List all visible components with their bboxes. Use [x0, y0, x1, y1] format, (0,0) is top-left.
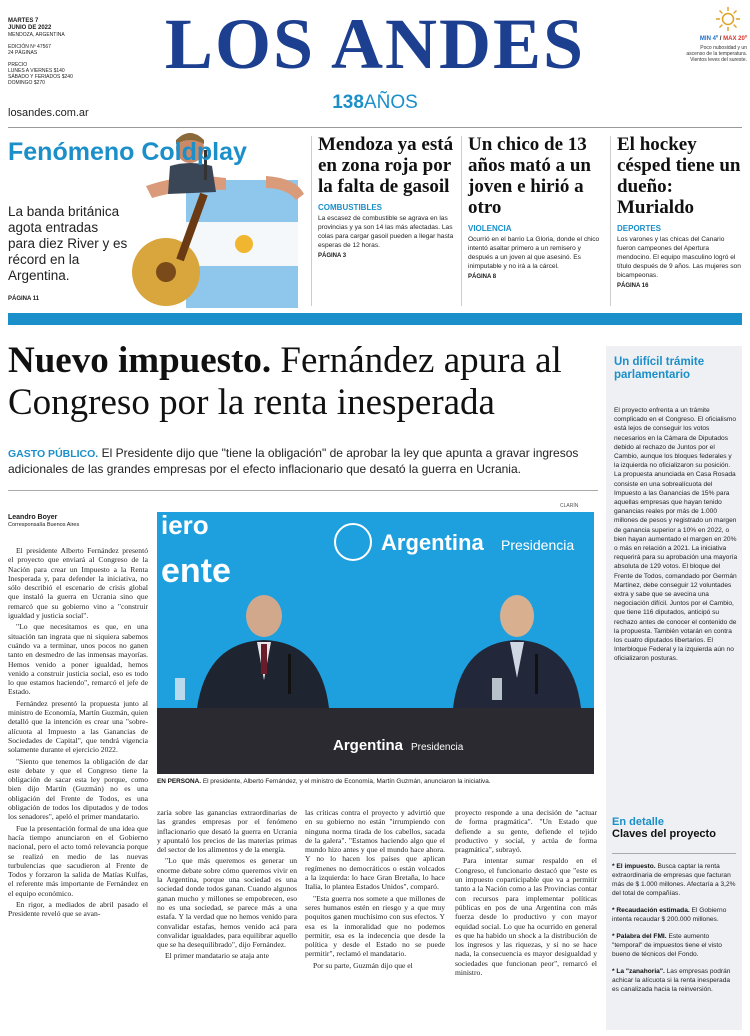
story-kicker: VIOLENCIA [468, 224, 512, 233]
paragraph: Para intentar sumar respaldo en el Congreso, el funcionario destacó que "este es un impuesto coparticipable que va a permitir tanto a la Nación como a las Provincias contar con recursos para implementar políticas públicas en pos de una Argentina con más fuerza desde lo productivo y con mayor equidad social. Lo que ha ocurrido en general es que ha habido un shock a la distribución de los ingresos y las riquezas, y si no se hace nada, la consecuencia es mayor desigualdad y sociedades que funcionan peor", remarcó el ministro. [455, 856, 597, 978]
paragraph: "Lo que más queremos es generar un enorme debate sobre cómo queremos vivir en la Argentina, porque una sociedad es una sociedad donde todos ganan. Cuando algunos ganan mucho y millones se empobrecen, eso no es una sociedad, se parece más a una estafa. Y la verdad que no hemos venido para convalidar estafas, hemos venido acá para convalidar igualdades, para equilibrar aquello que se ha desequilibrado", dijo Fernández. [157, 856, 297, 950]
key-point-text: Este aumento "temporal" de impuestos tiene el visto bueno de técnicos del Fondo. [612, 933, 722, 958]
main-photo [157, 512, 594, 774]
newspaper-logo: LOS ANDES [164, 4, 586, 84]
article-column-1 [8, 546, 148, 921]
paragraph: Fernández presentó la propuesta junto al ministro de Economía, Martín Guzmán, quien detalló que la intención es crear una "sobre-alícuota al Impuesto a las Ganancias de Sociedades de Capital", que tendrá vigencia solamente durante el ejercicio 2022. [8, 698, 148, 755]
column-divider [311, 136, 312, 306]
pages-count: 24 PÁGINAS [8, 50, 38, 56]
date-day: MARTES 7 [8, 18, 39, 24]
story-kicker: DEPORTES [617, 224, 662, 233]
banner-presidencia: Presidencia [501, 537, 575, 553]
price-weekday: LUNES A VIERNES $140 [8, 68, 65, 74]
paragraph: Fue la presentación formal de una idea que hacía tiempo anunciaron en el Gobierno nacional, pero el acto tomó relevancia porque se realizó en medio de las nuevas turbulencias que sacudieron al Frente de Todos y forzaron la salida de Matías Kulfas, el referente más importante de Fernández en el equipo económico. [8, 823, 148, 898]
paragraph: El primer mandatario se ataja ante [165, 951, 269, 961]
banner-left-text-2: ente [161, 552, 231, 590]
weather-box [685, 6, 747, 63]
banner-left-text-1: iero [161, 512, 209, 540]
paragraph: las críticas contra el proyecto y advirtió que en su gobierno no están "irrumpiendo con ninguna norma tirada de los cabellos, sacada de la galera". "Estamos haciendo algo que el mundo hizo antes y que el mundo hace ahora. Y no lo hacen los países que aplican regímenes no democráticos o están volcados a la izquierda: lo hace Gran Bretaña, lo hace Italia, lo planteа Estados Unidos", comparó. [305, 808, 445, 892]
story-headline: El hockey césped tiene un dueño: Murialdo [617, 134, 741, 218]
anniversary-word: AÑOS [363, 92, 418, 113]
story-violence[interactable] [468, 134, 606, 280]
sidebar [606, 346, 742, 1030]
key-point-label: * Recaudación estimada. [612, 907, 690, 914]
temp-min: MIN 4º [699, 36, 719, 42]
paragraph: zaría sobre las ganancias extraordinarias de las grandes empresas por el fenómeno inflacionario que desató la guerra en Ucrania y apuntaló los precios de las materias primas del sector de los alimentos y de la energía. [157, 808, 297, 855]
paragraph: Por su parte, Guzmán dijo que el [313, 960, 413, 970]
paragraph: El presidente Alberto Fernández presentó el proyecto que enviará al Congreso de la Nación para crear un Impuesto a la Renta Inesperada y, para defender la iniciativa, no sólo describió el escenario de crisis global que instaló la guerra en Ucrania sino que remarcó que su gobierno vino a "construir igualdad y justicia social". [8, 546, 148, 621]
coldplay-summary: La banda británica agota entradas para diez River y es récord en la Argentina. [8, 204, 128, 283]
coldplay-teaser[interactable] [8, 132, 304, 312]
key-point [612, 862, 738, 898]
story-summary: Los varones y las chicas del Canario fueron campeones del Apertura mendocino. El equipo masculino logró el título después de 9 años. Las mujeres son bicampeonas. [617, 236, 741, 279]
paragraph: "Lo que necesitamos es que, en una situación tan ingrata que ni siquiera sabemos cuándo va a terminar, unos pocos no ganen tanto en desmedro de las inmensas mayorías. Hemos venido a poner igualdad, hemos venido a construir justicia social, eso es todo lo que estamos haciendo", remarcó el jefe de Estado. [8, 622, 148, 697]
main-subheadline [8, 446, 598, 477]
author-role: Corresponsalía Buenos Aires [8, 522, 80, 528]
coldplay-title: Fenómeno Coldplay [8, 138, 247, 166]
story-page-ref: PÁGINA 8 [468, 274, 497, 280]
anniversary-number: 138 [332, 92, 364, 113]
date-month: JUNIO DE 2022 [8, 25, 52, 31]
author-name: Leandro Boyer [8, 514, 58, 521]
main-headline-bold: Nuevo impuesto. [8, 340, 272, 381]
article-column-2 [157, 808, 297, 963]
story-summary: Ocurrió en el barrio La Gloria, donde el chico intentó asaltar primero a un remisero y después a un joven al que asesinó. Es inimputable y no irá a la cárcel. [468, 236, 600, 270]
temp-max: MAX 20º [723, 36, 747, 42]
edition: EDICIÓN Nº 47567 [8, 44, 51, 50]
column-divider [610, 136, 611, 306]
podium-presidencia: Presidencia [411, 742, 464, 753]
key-point [612, 932, 738, 959]
caption-bold: EN PERSONA. [157, 778, 202, 785]
story-kicker: COMBUSTIBLES [318, 203, 382, 212]
article-column-4 [455, 808, 597, 979]
banner-argentina: Argentina [381, 530, 484, 555]
podium-argentina: Argentina [333, 737, 404, 754]
column-divider [461, 136, 462, 306]
story-hockey[interactable] [617, 134, 743, 289]
paragraph: En rigor, a mediados de abril pasado el Presidente reveló que se avan- [8, 899, 148, 919]
sub-kicker: GASTO PÚBLICO. [8, 448, 99, 460]
weather-description: Poco nubosidad y un ascenso de la temperatura. Vientos leves del sureste. [686, 45, 747, 63]
sidebar-title: Un difícil trámite parlamentario [614, 356, 705, 381]
paragraph: "Siento que tenemos la obligación de dar este debate y que el Congreso tiene la obligación de sacar esta ley porque, como bien dijo Martín (Guzmán) no es una obligación del Frente de Todos, es una obligación de todos los diputados y de todos los senadores", apeló el primer mandatario. [8, 756, 148, 822]
paragraph: proyecto responde a una decisión de "actuar de forma pragmática". "Un Estado que defiende a su gente, defiende el tejido productivo y social, y actúa de forma pragmática", subrayó. [455, 808, 597, 855]
key-point-text: Las empresas podrán achicar la alícuota si la renta inesperada es canalizada hacia la reinversión. [612, 968, 731, 993]
masthead [0, 0, 750, 128]
article-column-3 [305, 808, 445, 972]
price-label: PRECIO [8, 62, 28, 68]
key-point-label: * La "zanahoria". [612, 968, 665, 975]
section-bar [8, 313, 742, 325]
story-page-ref: PÁGINA 16 [617, 283, 649, 289]
date-block [8, 18, 103, 86]
photo-caption [157, 778, 597, 786]
sun-icon [715, 6, 741, 32]
detail-kicker: En detalle [612, 816, 664, 828]
main-headline[interactable] [8, 340, 598, 424]
story-fuel[interactable] [318, 134, 456, 259]
anniversary-badge [300, 92, 450, 114]
key-points [612, 862, 738, 1002]
key-point-text: Busca captar la renta extraordinaria de empresas que facturan más de $ 1.000 millones. Afectaría a 3,2% del total de compañías. [612, 863, 736, 897]
top-band [0, 130, 750, 318]
key-point [612, 967, 738, 994]
price-saturday: SÁBADO Y FERIADOS $240 [8, 74, 73, 80]
detail-header [606, 816, 742, 840]
site-url[interactable]: losandes.com.ar [8, 107, 89, 119]
sidebar-text: El proyecto enfrenta a un trámite complicado en el Congreso. El oficialismo está lejos de conseguir los votos necesarios en la Cámara de Diputados debido al rechazo de Juntos por el Cambio, aunque los bloques federales y la izquierda no oficializaron su posición. La propuesta anunciada en Casa Rosada consiste en una sobrealícuota del Impuesto a las Ganancias de 15% para aquellas empresas que hayan tenido ganancias reales por más de 1.000 millones de pesos y registrado un margen de ganancia superior a 10% en 2022, o bien hayan aumentado el margen en 20% o más en relación a 2021. La iniciativa requerirá para su aprobación una mayoría absoluta de 129 votos. El bloque del Frente de Todos, comandado por Germán Martínez, debe conseguir 12 voluntades extra y sabe que se avecina una negociación difícil. Juntos por el Cambio, que tiene 116 diputados, anticipó su rechazo antes de conocer el contenido de la propuesta. También votarán en contra los cuatro diputados libertarios. El Interbloque Federal y la izquierda aún no oficializaron posturas. [614, 407, 738, 663]
story-page-ref: PÁGINA 3 [318, 253, 347, 259]
sub-text: El Presidente dijo que "tiene la obligación" de aprobar la ley que apunta a gravar ingresos adicionales de las grandes empresas por el efecto inflacionario que desató la guerra en Ucrania. [8, 446, 579, 476]
detail-title: Claves del proyecto [612, 828, 716, 840]
temperatures: MIN 4º / MAX 20º [699, 36, 747, 42]
story-summary: La escasez de combustible se agrava en las provincias y ya son 14 las más afectadas. Las colas para cargar gasoil pueden a llegar hasta esperas de 12 horas. [318, 215, 454, 249]
coldplay-page-ref: PÁGINA 11 [8, 296, 40, 302]
key-point-label: * El impuesto. [612, 863, 656, 870]
key-point-label: * Palabra del FMI. [612, 933, 667, 940]
masthead-divider [8, 127, 742, 128]
story-headline: Mendoza ya está en zona roja por la falta de gasoil [318, 134, 454, 197]
byline [8, 514, 79, 528]
paragraph: "Esta guerra nos somete a que millones de seres humanos estén en riesgo y a que muy poquitos ganen muchísimo con sus efectos. Y esa es la inmoralidad que no podemos permitir, esa es la indecencia que desde la política y desde el Estado no se puede permitir", reclamó el mandatario. [305, 893, 445, 959]
detail-divider [612, 853, 736, 854]
headline-divider [8, 490, 598, 491]
photo-credit: CLARÍN [560, 503, 579, 509]
story-headline: Un chico de 13 años mató a un joven e hirió a otro [468, 134, 591, 218]
key-point-text: El Gobierno intenta recaudar $ 200.000 millones. [612, 907, 727, 923]
key-point [612, 906, 738, 924]
caption-text: El presidente, Alberto Fernández, y el ministro de Economía, Martín Guzmán, anunciaron la iniciativa. [201, 778, 491, 785]
main-headline-rest: Fernández apura al Congreso por la renta inesperada [8, 340, 562, 423]
city: MENDOZA, ARGENTINA [8, 32, 65, 38]
price-sunday: DOMINGO $270 [8, 80, 45, 86]
